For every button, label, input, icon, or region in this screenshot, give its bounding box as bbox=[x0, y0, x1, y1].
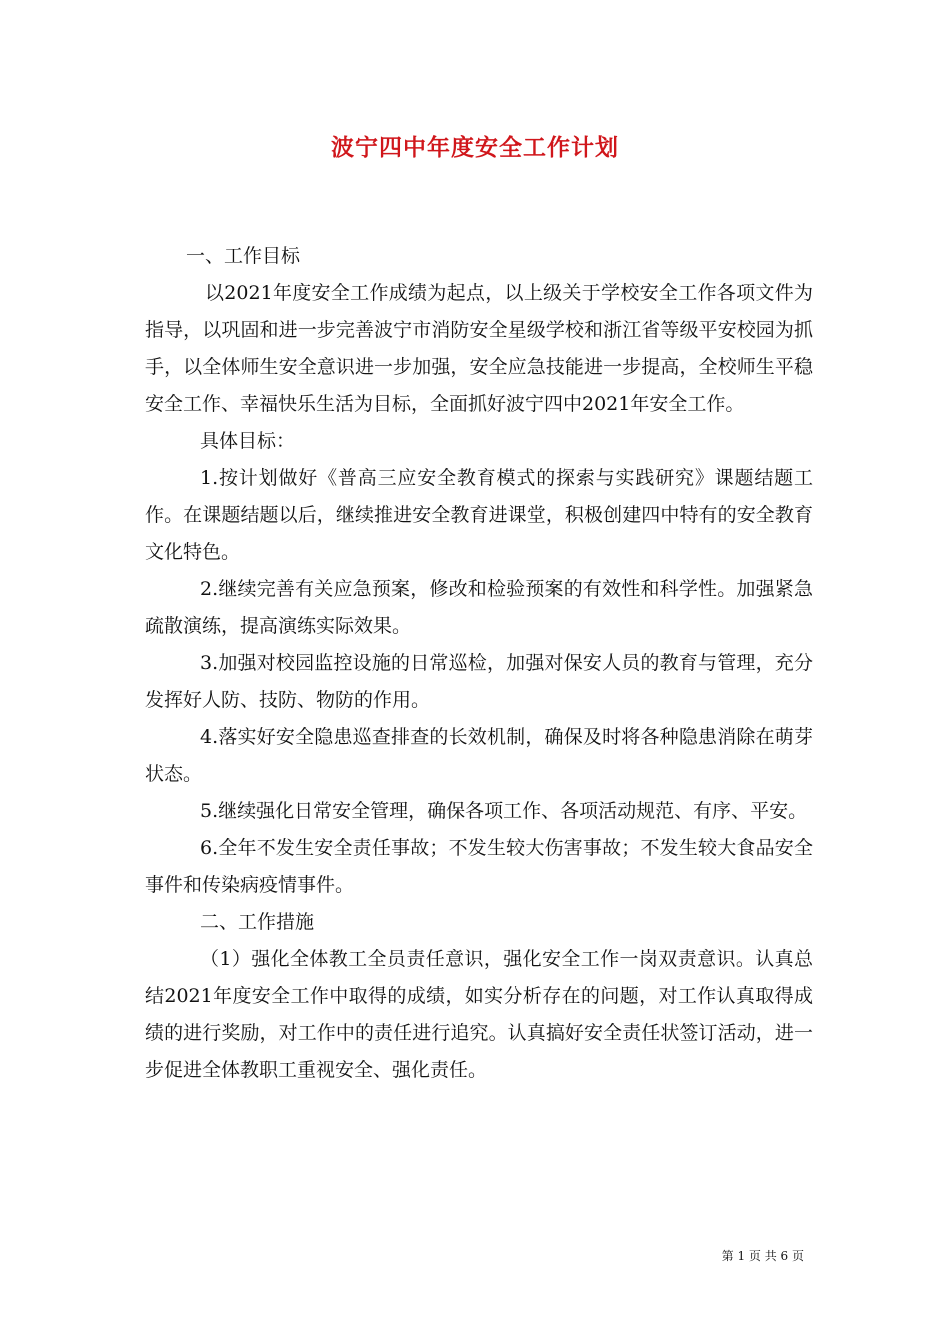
goal-item-3: 3.加强对校园监控设施的日常巡检，加强对保安人员的教育与管理，充分发挥好人防、技防、物防的作用。 bbox=[145, 652, 813, 711]
document-title: 波宁四中年度安全工作计划 bbox=[331, 134, 619, 161]
subheading-specific-goals: 具体目标： bbox=[200, 430, 296, 452]
paragraph-intro: 以2021年度安全工作成绩为起点，以上级关于学校安全工作各项文件为指导，以巩固和进一步完善波宁市消防安全星级学校和浙江省等级平安校园为抓手，以全体师生安全意识进一步加强，安全应急技能进一步提高，全校师生平稳安全工作、幸福快乐生活为目标，全面抓好波宁四中2021年安全工作。 bbox=[145, 282, 813, 415]
measure-item-1: （1）强化全体教工全员责任意识，强化安全工作一岗双责意识。认真总结2021年度安全工作中取得的成绩，如实分析存在的问题，对工作认真取得成绩的进行奖励，对工作中的责任进行追究。认真搞好安全责任状签订活动，进一步促进全体教职工重视安全、强化责任。 bbox=[145, 948, 813, 1081]
goal-item-5: 5.继续强化日常安全管理，确保各项工作、各项活动规范、有序、平安。 bbox=[200, 800, 808, 822]
goal-item-6: 6.全年不发生安全责任事故；不发生较大伤害事故；不发生较大食品安全事件和传染病疫情事件。 bbox=[145, 837, 813, 896]
page-number: 第 1 页 共 6 页 bbox=[721, 1249, 804, 1263]
document-body bbox=[145, 238, 813, 1089]
goal-item-4: 4.落实好安全隐患巡查排查的长效机制，确保及时将各种隐患消除在萌芽状态。 bbox=[145, 726, 813, 785]
goal-item-2: 2.继续完善有关应急预案，修改和检验预案的有效性和科学性。加强紧急疏散演练，提高演练实际效果。 bbox=[145, 578, 813, 637]
goal-item-1: 1.按计划做好《普高三应安全教育模式的探索与实践研究》课题结题工作。在课题结题以后，继续推进安全教育进课堂，积极创建四中特有的安全教育文化特色。 bbox=[145, 467, 813, 563]
section-heading-measures: 二、工作措施 bbox=[200, 911, 315, 933]
section-heading-goals: 一、工作目标 bbox=[186, 245, 301, 267]
